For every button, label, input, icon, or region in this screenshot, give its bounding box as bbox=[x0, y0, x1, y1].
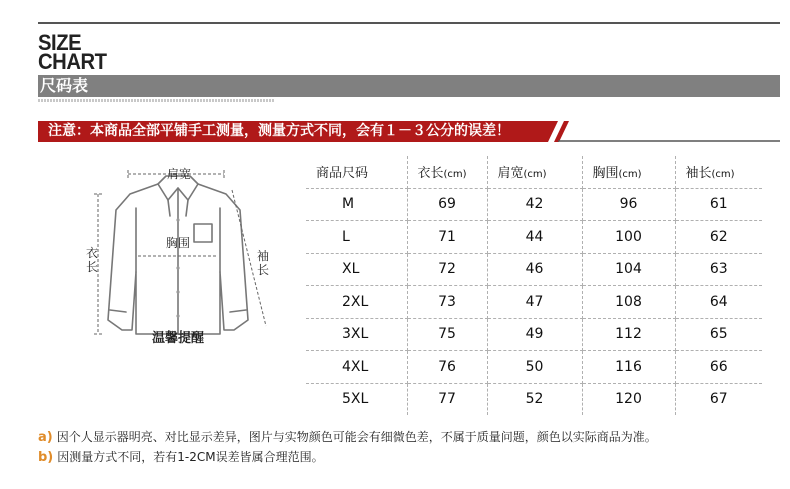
shoulder-cell: 42 bbox=[487, 188, 582, 221]
header-length bbox=[407, 156, 487, 188]
shoulder-cell: 46 bbox=[487, 253, 582, 286]
unit-label: (cm) bbox=[443, 169, 467, 181]
size-cell: 2XL bbox=[306, 286, 407, 319]
header-chest bbox=[582, 156, 675, 188]
title-line-size: SIZE bbox=[38, 30, 82, 55]
unit-label: (cm) bbox=[523, 169, 547, 181]
footnote-b bbox=[38, 450, 324, 465]
table-header-row bbox=[306, 156, 762, 188]
size-chart-title bbox=[38, 30, 107, 74]
sleeve-cell: 61 bbox=[675, 188, 762, 221]
shoulder-cell: 50 bbox=[487, 351, 582, 384]
length-cell: 69 bbox=[407, 188, 487, 221]
table-row bbox=[306, 351, 762, 384]
chest-cell: 112 bbox=[582, 318, 675, 351]
length-cell: 72 bbox=[407, 253, 487, 286]
size-table bbox=[306, 156, 762, 415]
table-row bbox=[306, 221, 762, 254]
shoulder-cell: 52 bbox=[487, 383, 582, 415]
chest-label: 胸围 bbox=[166, 236, 191, 250]
header-shoulder bbox=[487, 156, 582, 188]
length-label: 衣长 bbox=[85, 246, 98, 274]
size-cell: 3XL bbox=[306, 318, 407, 351]
title-line-chart: CHART bbox=[38, 49, 107, 74]
sleeve-cell: 66 bbox=[675, 351, 762, 384]
chest-cell: 100 bbox=[582, 221, 675, 254]
sleeve-label: 袖长 bbox=[256, 249, 269, 277]
length-cell: 71 bbox=[407, 221, 487, 254]
length-cell: 75 bbox=[407, 318, 487, 351]
top-divider bbox=[38, 22, 780, 24]
length-cell: 77 bbox=[407, 383, 487, 415]
footnote-text: 因测量方式不同，若有1-2CM误差皆属合理范围。 bbox=[57, 450, 324, 464]
unit-label: (cm) bbox=[618, 169, 642, 181]
table-row bbox=[306, 383, 762, 415]
title-chinese: 尺码表 bbox=[40, 76, 89, 95]
notice-text: 注意：本商品全部平铺手工测量，测量方式不同，会有１－３公分的误差！ bbox=[48, 123, 510, 139]
sleeve-cell: 67 bbox=[675, 383, 762, 415]
tip-label: 温馨提醒 bbox=[152, 331, 205, 346]
sleeve-cell: 62 bbox=[675, 221, 762, 254]
header-chest-label: 胸围 bbox=[592, 166, 619, 182]
chest-cell: 104 bbox=[582, 253, 675, 286]
table-row bbox=[306, 253, 762, 286]
footnote-a bbox=[38, 430, 657, 445]
footnote-letter: a) bbox=[38, 430, 53, 445]
decorative-fine-print bbox=[38, 99, 274, 102]
table-row bbox=[306, 188, 762, 221]
sleeve-cell: 64 bbox=[675, 286, 762, 319]
length-cell: 76 bbox=[407, 351, 487, 384]
length-cell: 73 bbox=[407, 286, 487, 319]
table-row bbox=[306, 318, 762, 351]
sleeve-cell: 65 bbox=[675, 318, 762, 351]
chest-cell: 120 bbox=[582, 383, 675, 415]
size-cell: M bbox=[306, 188, 407, 221]
shoulder-cell: 49 bbox=[487, 318, 582, 351]
size-cell: 5XL bbox=[306, 383, 407, 415]
footnote-letter: b) bbox=[38, 450, 54, 465]
size-cell: 4XL bbox=[306, 351, 407, 384]
header-size-label: 商品尺码 bbox=[316, 166, 369, 182]
footnote-text: 因个人显示器明亮、对比显示差异，图片与实物颜色可能会有细微色差，不属于质量问题，颜色以实际商品为准。 bbox=[56, 430, 657, 444]
shoulder-label: 肩宽 bbox=[167, 167, 192, 181]
chest-cell: 96 bbox=[582, 188, 675, 221]
header-length-label: 衣长 bbox=[417, 166, 444, 182]
shoulder-cell: 47 bbox=[487, 286, 582, 319]
sleeve-cell: 63 bbox=[675, 253, 762, 286]
header-sleeve-label: 袖长 bbox=[685, 166, 712, 182]
chest-cell: 108 bbox=[582, 286, 675, 319]
header-sleeve bbox=[675, 156, 762, 188]
size-cell: L bbox=[306, 221, 407, 254]
title-bar bbox=[38, 75, 780, 97]
chest-cell: 116 bbox=[582, 351, 675, 384]
header-shoulder-label: 肩宽 bbox=[497, 166, 524, 182]
shoulder-cell: 44 bbox=[487, 221, 582, 254]
table-row bbox=[306, 286, 762, 319]
unit-label: (cm) bbox=[711, 169, 735, 181]
size-cell: XL bbox=[306, 253, 407, 286]
header-size bbox=[306, 156, 407, 188]
